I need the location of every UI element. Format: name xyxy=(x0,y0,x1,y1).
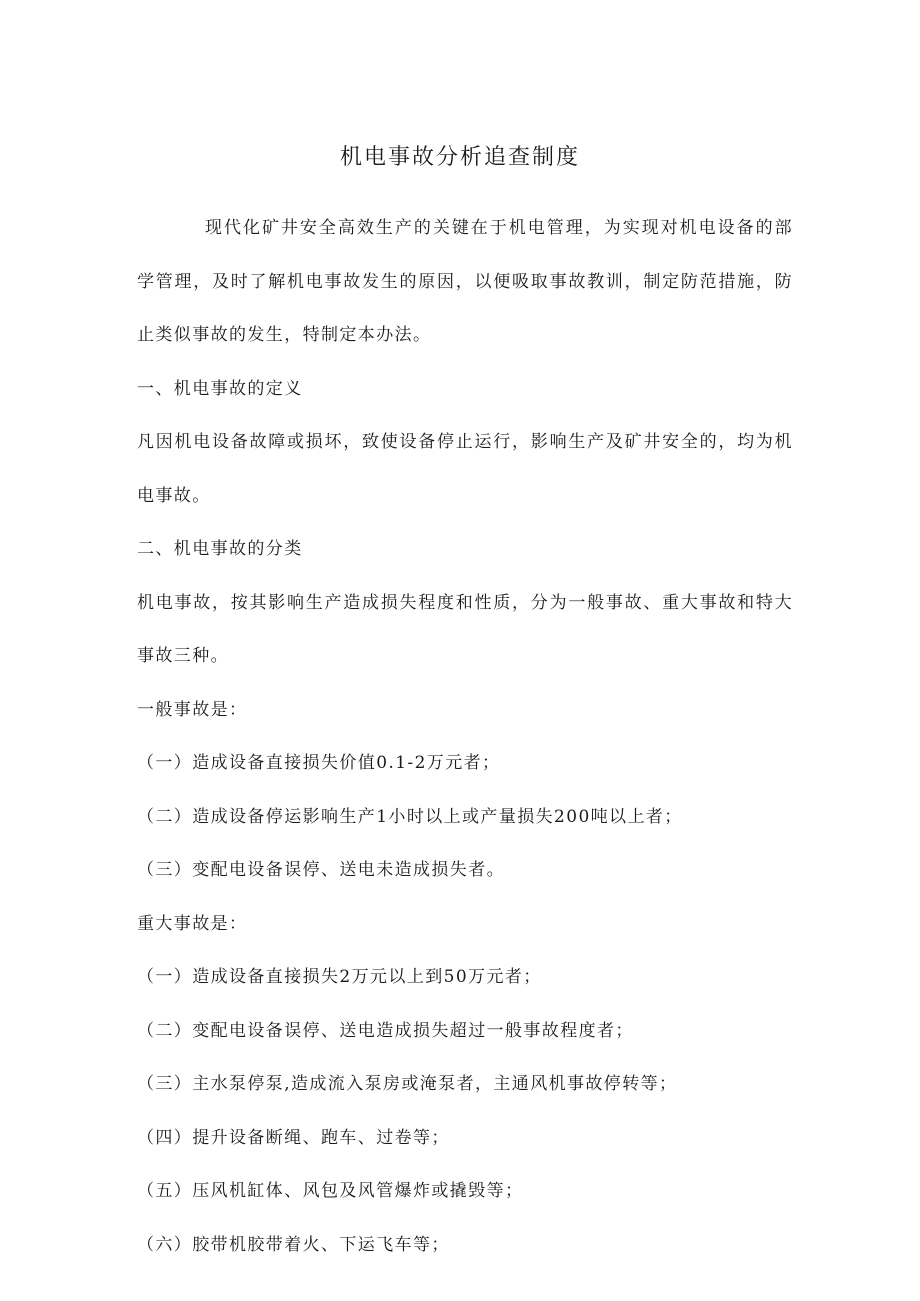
major-item-4: （四）提升设备断绳、跑车、过卷等； xyxy=(137,1127,450,1148)
general-accident-heading: 一般事故是： xyxy=(137,699,248,720)
general-item-2: （二）造成设备停运影响生产1小时以上或产量损失200吨以上者； xyxy=(137,806,683,827)
section2-heading: 二、机电事故的分类 xyxy=(137,539,303,559)
major-item-6: （六）胶带机胶带着火、下运飞车等； xyxy=(137,1234,450,1255)
major-item-2: （二）变配电设备误停、送电造成损失超过一般事故程度者； xyxy=(137,1020,634,1041)
major-item-1: （一）造成设备直接损失2万元以上到50万元者； xyxy=(137,967,542,987)
section1-text: 凡因机电设备故障或损坏，致使设备停止运行，影响生产及矿井安全的，均为机电事故。 xyxy=(137,432,793,506)
general-item-3: （三）变配电设备误停、送电未造成损失者。 xyxy=(137,860,505,880)
major-item-5: （五）压风机缸体、风包及风管爆炸或撬毁等； xyxy=(137,1181,524,1201)
general-item-1: （一）造成设备直接损失价值0.1-2万元者； xyxy=(137,753,501,773)
major-item-3: （三）主水泵停泵,造成流入泵房或淹泵者，主通风机事故停转等； xyxy=(137,1074,678,1094)
intro-paragraph: 现代化矿井安全高效生产的关键在于机电管理，为实现对机电设备的部学管理，及时了解机电事故发生的原因，以便吸取事故教训，制定防范措施，防止类似事故的发生，特制定本办法。 xyxy=(137,218,793,345)
document-title: 机电事故分析追查制度 xyxy=(339,145,580,170)
section2-text: 机电事故，按其影响生产造成损失程度和性质，分为一般事故、重大事故和特大事故三种。 xyxy=(137,592,793,666)
section1-heading: 一、机电事故的定义 xyxy=(137,378,303,399)
document-body xyxy=(137,202,793,1272)
major-accident-heading: 重大事故是： xyxy=(137,913,248,934)
